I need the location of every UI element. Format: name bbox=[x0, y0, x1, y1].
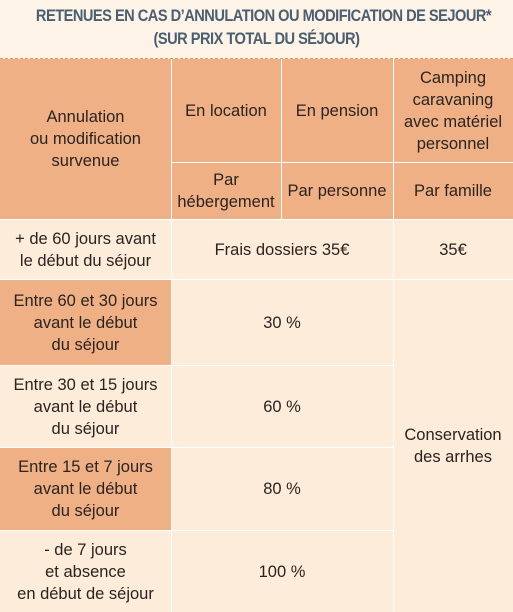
header-location: En location bbox=[171, 59, 281, 162]
header-par-famille: Par famille bbox=[393, 163, 513, 219]
grid-line bbox=[0, 530, 393, 531]
row-1-value: Frais dossiers 35€ bbox=[171, 220, 393, 279]
header-annulation: Annulation ou modification survenue bbox=[0, 59, 171, 219]
row-2-period: Entre 60 et 30 jours avant le début du séjour bbox=[0, 280, 171, 365]
row-5-period: - de 7 jours et absence en début de séjour bbox=[0, 531, 171, 612]
grid-line bbox=[281, 59, 282, 220]
title-line-1: RETENUES EN CAS D’ANNULATION OU MODIFICATION DE SEJOUR* bbox=[35, 6, 492, 25]
camping-merged-cell: Conservation des arrhes bbox=[393, 280, 513, 612]
row-1-camping: 35€ bbox=[393, 220, 513, 279]
grid-line bbox=[171, 162, 513, 163]
row-1-period: + de 60 jours avant le début du séjour bbox=[0, 220, 171, 279]
row-4-period: Entre 15 et 7 jours avant le début du séjour bbox=[0, 448, 171, 530]
grid-line bbox=[0, 447, 393, 448]
row-3-period: Entre 30 et 15 jours avant le début du séjour bbox=[0, 366, 171, 447]
row-2-value: 30 % bbox=[171, 280, 393, 365]
header-camping: Camping caravaning avec matériel personnel bbox=[393, 59, 513, 162]
header-pension: En pension bbox=[281, 59, 393, 162]
row-3-value: 60 % bbox=[171, 366, 393, 447]
header-par-personne: Par personne bbox=[281, 163, 393, 219]
title-line-2: (SUR PRIX TOTAL DU SÉJOUR) bbox=[153, 29, 360, 48]
grid-line bbox=[0, 219, 513, 220]
grid-line bbox=[0, 279, 513, 280]
row-5-value: 100 % bbox=[171, 531, 393, 612]
header-par-hebergement: Par hébergement bbox=[171, 163, 281, 219]
grid-line bbox=[393, 59, 394, 612]
row-4-value: 80 % bbox=[171, 448, 393, 530]
grid-line bbox=[0, 365, 393, 366]
